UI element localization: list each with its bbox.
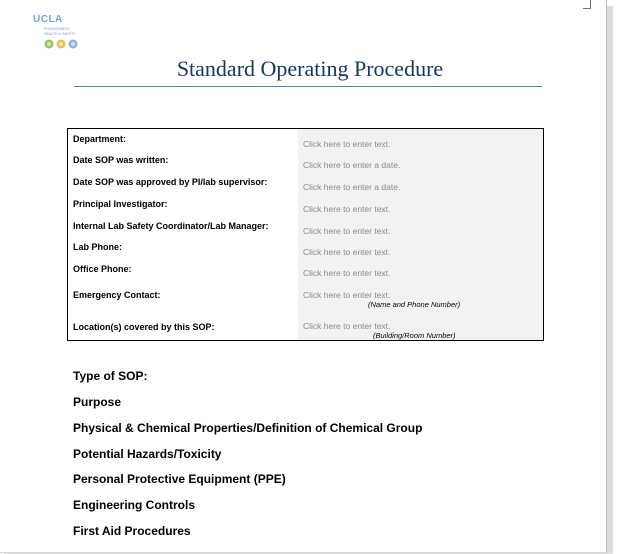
emergency-contact-field[interactable]: Click here to enter text.	[303, 290, 391, 300]
lab-safety-coordinator-label: Internal Lab Safety Coordinator/Lab Manager:	[73, 221, 269, 231]
section-ppe: Personal Protective Equipment (PPE)	[73, 472, 286, 486]
section-type-of-sop: Type of SOP:	[73, 369, 148, 383]
location-label: Location(s) covered by this SOP:	[73, 322, 215, 332]
date-written-field[interactable]: Click here to enter a date.	[303, 160, 401, 170]
emergency-contact-note: (Name and Phone Number)	[368, 300, 461, 309]
lab-phone-label: Lab Phone:	[73, 242, 122, 252]
logo-emblems-icon	[44, 38, 94, 50]
logo-name: UCLA	[33, 14, 63, 25]
ucla-ehs-logo	[33, 14, 93, 54]
section-first-aid: First Aid Procedures	[73, 524, 191, 538]
principal-investigator-label: Principal Investigator:	[73, 199, 168, 209]
lab-phone-field[interactable]: Click here to enter text.	[303, 247, 391, 257]
margin-mark	[590, 0, 591, 8]
location-note: (Building/Room Number)	[373, 331, 456, 340]
office-phone-field[interactable]: Click here to enter text.	[303, 268, 391, 278]
section-purpose: Purpose	[73, 395, 122, 409]
page-shadow-right	[607, 6, 613, 554]
date-approved-field[interactable]: Click here to enter a date.	[303, 182, 401, 192]
logo-line: ENVIRONMENT,	[44, 27, 71, 31]
date-written-label: Date SOP was written:	[73, 155, 169, 165]
sop-info-table	[67, 128, 544, 341]
location-field[interactable]: Click here to enter text.	[303, 321, 391, 331]
logo-line: HEALTH & SAFETY	[44, 32, 76, 36]
margin-mark	[583, 8, 591, 9]
date-approved-label: Date SOP was approved by PI/lab supervisor:	[73, 177, 268, 187]
title-underline	[74, 86, 542, 87]
office-phone-label: Office Phone:	[73, 264, 132, 274]
section-properties: Physical & Chemical Properties/Definition of Chemical Group	[73, 421, 423, 435]
lab-safety-coordinator-field[interactable]: Click here to enter text.	[303, 226, 391, 236]
principal-investigator-field[interactable]: Click here to enter text.	[303, 204, 391, 214]
section-engineering-controls: Engineering Controls	[73, 498, 196, 512]
department-label: Department:	[73, 134, 127, 144]
emergency-contact-label: Emergency Contact:	[73, 290, 161, 300]
section-hazards: Potential Hazards/Toxicity	[73, 447, 222, 461]
page-title: Standard Operating Procedure	[176, 56, 444, 81]
department-field[interactable]: Click here to enter text.	[303, 139, 391, 149]
